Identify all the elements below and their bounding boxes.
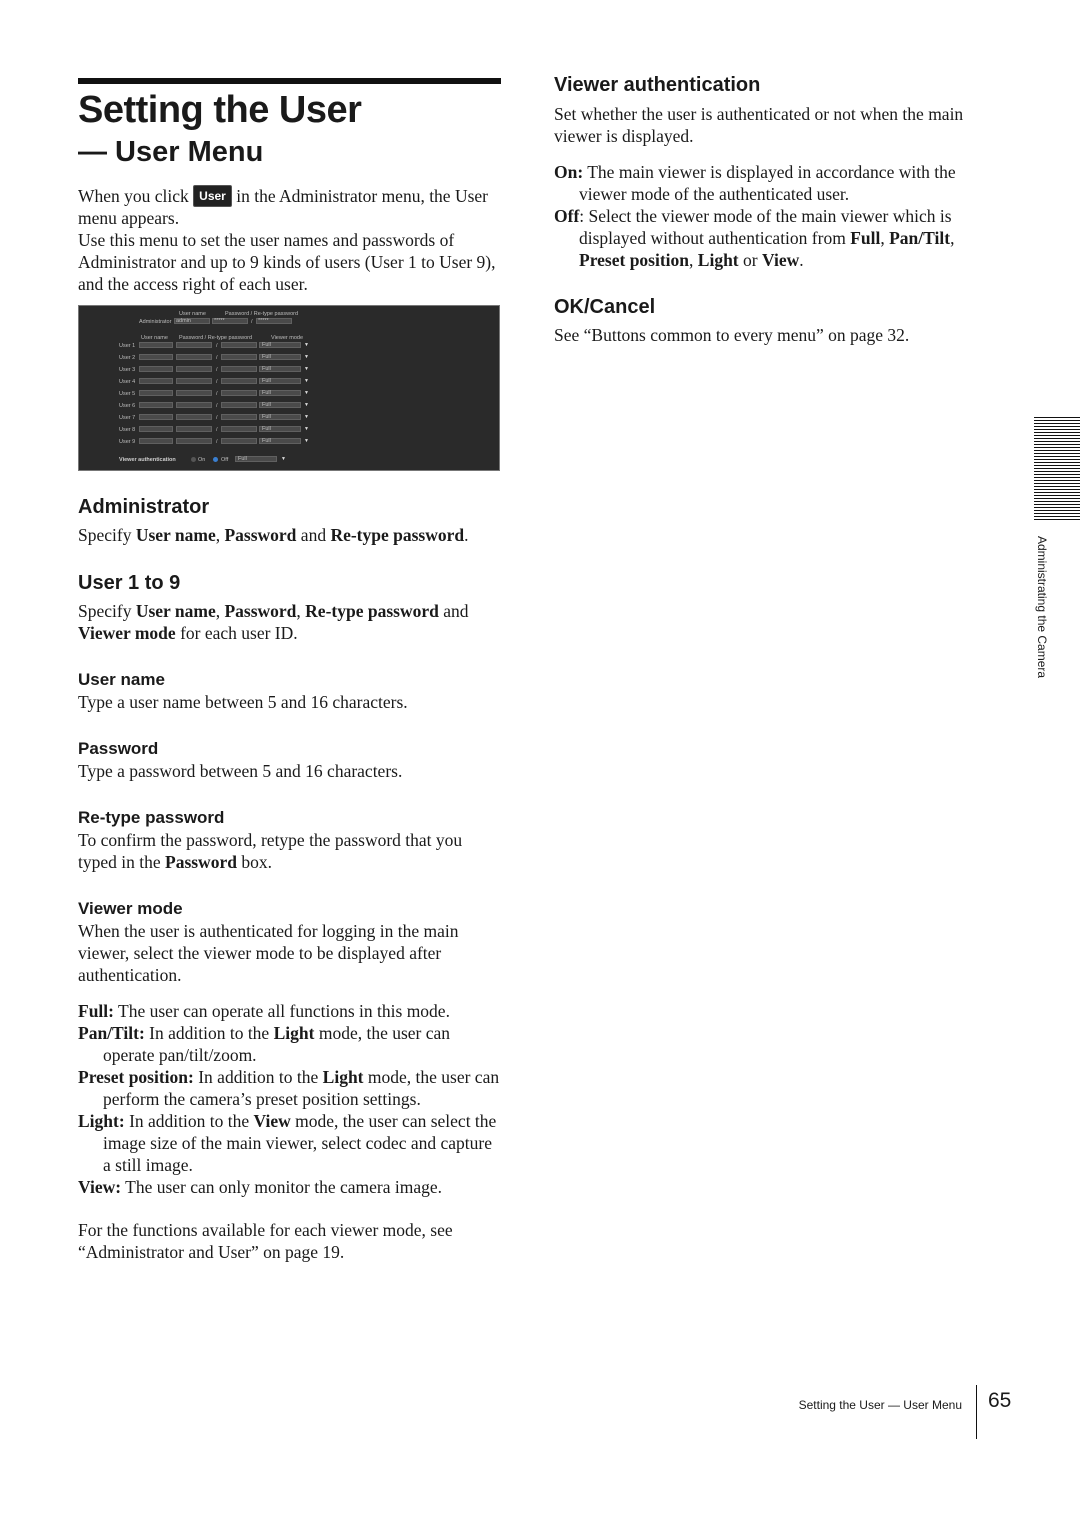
mode-view: View: The user can only monitor the camera image. [78,1177,442,1197]
shot-viewer-mode-select: Full [259,402,301,408]
shot-radio-off [213,457,218,462]
page-number: 65 [988,1389,1012,1412]
shot-slash: / [216,379,218,385]
side-tab-label: Administrating the Camera [1035,536,1049,679]
intro-paragraph-2: Use this menu to set the user names and passwords of Administrator and up to 9 kinds of users (User 1 to User 9), and the access right of each user. [78,230,496,294]
shot-password-field [176,438,212,444]
shot-retype-field [221,378,257,384]
shot-password-field [176,390,212,396]
mode-full: Full: The user can operate all functions in this mode. [78,1001,450,1021]
shot-slash: / [216,415,218,421]
users-text: Specify User name, Password, Re-type password and Viewer mode for each user ID. [78,601,469,643]
shot-user-name-field [139,354,173,360]
shot-user-label: User 6 [119,403,136,409]
shot-viewer-auth-label: Viewer authentication [119,457,176,463]
shot-slash: / [216,427,218,433]
shot-user-label: User 4 [119,379,136,385]
side-tab-lines [1034,417,1080,521]
shot-admin-label: Administrator [139,319,172,325]
user-name-text: Type a user name between 5 and 16 characters. [78,692,408,712]
shot-slash: / [216,355,218,361]
shot-admin-slash: / [251,319,253,325]
shot-user-label: User 1 [119,343,136,349]
shot-user-label: User 3 [119,367,136,373]
shot-password-field [176,414,212,420]
shot-dropdown-arrow: ▼ [304,342,309,348]
viewer-auth-text: Set whether the user is authenticated or not when the main viewer is displayed. On: The main viewer is displayed in accordance with the viewer mode of the authenticated user. Off: Select the viewer mode of the main viewer which is displayed without authentication from Full, Pan/Tilt, Preset position, Light or View. [554,103,979,271]
shot-admin-pw-field: ***** [212,318,248,324]
footer-section-title: Setting the User — User Menu [798,1398,962,1412]
shot-viewer-mode-select: Full [259,378,301,384]
retype-heading: Re-type password [78,808,225,827]
shot-retype-field [221,342,257,348]
shot-retype-field [221,414,257,420]
viewer-mode-text: When the user is authenticated for logging in the main viewer, select the viewer mode to be displayed after authentication. Full: The user can operate all functions in this mode. Pan/Tilt: In addition to the Light mode, the user can operate pan/tilt/zoom. Preset position: In addition to the Light mode, the user can perform the camera’s preset position settings. Light: In addition to the View mode, the user can select the image size of the main viewer, select codec and capture a still image. View: The user can only monitor the camera image. For the functions available for each viewer mode, see “Administrator and User” on page 19. [78,920,503,1263]
user-menu-button-image: User [193,185,232,207]
shot-password-field [176,378,212,384]
shot-slash: / [216,403,218,409]
shot-user-label: User 7 [119,415,136,421]
shot-on-label: On [198,457,206,463]
shot-user-name-field [139,426,173,432]
shot-auth-dropdown-arrow: ▼ [281,456,286,462]
footer-divider [976,1385,977,1439]
password-heading: Password [78,739,159,758]
shot-password-field [176,342,212,348]
shot-auth-mode-select: Full [235,456,277,462]
shot-slash: / [216,343,218,349]
auth-on: On: The main viewer is displayed in accordance with the viewer mode of the authenticated user. [554,162,956,204]
shot-admin-col-user: User name [179,311,206,317]
user-menu-screenshot [78,305,500,471]
viewer-auth-heading: Viewer authentication [554,74,761,96]
mode-preset: Preset position: In addition to the Light mode, the user can perform the camera’s preset position settings. [78,1067,500,1109]
administrator-heading: Administrator [78,496,210,518]
shot-password-field [176,426,212,432]
shot-retype-field [221,438,257,444]
shot-dropdown-arrow: ▼ [304,414,309,420]
shot-user-name-field [139,366,173,372]
shot-col-viewer-mode: Viewer mode [271,335,303,341]
shot-viewer-mode-select: Full [259,342,301,348]
shot-col-user-name: User name [141,335,168,341]
shot-slash: / [216,439,218,445]
shot-retype-field [221,426,257,432]
shot-dropdown-arrow: ▼ [304,402,309,408]
shot-admin-user-field: admin [174,318,210,324]
shot-dropdown-arrow: ▼ [304,390,309,396]
retype-text: To confirm the password, retype the password that you typed in the Password box. [78,830,463,872]
shot-slash: / [216,391,218,397]
shot-user-label: User 9 [119,439,136,445]
ok-cancel-text: See “Buttons common to every menu” on page 32. [554,325,910,345]
shot-viewer-mode-select: Full [259,438,301,444]
viewer-mode-footnote: For the functions available for each viewer mode, see “Administrator and User” on page 19. [78,1220,453,1262]
shot-user-name-field [139,378,173,384]
shot-user-name-field [139,414,173,420]
shot-admin-col-password: Password / Re-type password [225,311,299,317]
mode-pan-tilt: Pan/Tilt: In addition to the Light mode, the user can operate pan/tilt/zoom. [78,1023,451,1065]
shot-user-name-field [139,402,173,408]
shot-password-field [176,366,212,372]
shot-password-field [176,402,212,408]
shot-viewer-mode-select: Full [259,354,301,360]
shot-user-name-field [139,438,173,444]
administrator-text: Specify User name, Password and Re-type password. [78,525,469,545]
shot-user-label: User 5 [119,391,136,397]
shot-dropdown-arrow: ▼ [304,378,309,384]
shot-user-name-field [139,390,173,396]
page-subtitle: — User Menu [78,136,264,168]
shot-viewer-mode-select: Full [259,426,301,432]
shot-dropdown-arrow: ▼ [304,366,309,372]
mode-light: Light: In addition to the View mode, the user can select the image size of the main viewer, select codec and capture a still image. [78,1111,497,1175]
shot-dropdown-arrow: ▼ [304,354,309,360]
users-heading: User 1 to 9 [78,572,181,594]
intro-paragraph-1: When you click User in the Administrator menu, the User menu appears. [78,186,488,228]
shot-user-label: User 2 [119,355,136,361]
user-name-heading: User name [78,670,165,689]
shot-admin-retype-field: ***** [256,318,292,324]
shot-off-label: Off [221,457,229,463]
shot-dropdown-arrow: ▼ [304,438,309,444]
shot-dropdown-arrow: ▼ [304,426,309,432]
shot-retype-field [221,354,257,360]
page-title: Setting the User [78,89,362,131]
shot-retype-field [221,402,257,408]
intro-text [78,185,503,295]
shot-slash: / [216,367,218,373]
shot-retype-field [221,390,257,396]
shot-user-name-field [139,342,173,348]
shot-radio-on [191,457,196,462]
shot-password-field [176,354,212,360]
password-text: Type a password between 5 and 16 characters. [78,761,403,781]
viewer-mode-heading: Viewer mode [78,899,183,918]
shot-viewer-mode-select: Full [259,414,301,420]
ok-cancel-heading: OK/Cancel [554,296,656,318]
shot-user-label: User 8 [119,427,136,433]
shot-retype-field [221,366,257,372]
shot-col-password: Password / Re-type password [179,335,253,341]
shot-viewer-mode-select: Full [259,366,301,372]
shot-viewer-mode-select: Full [259,390,301,396]
title-rule [78,78,501,84]
auth-off: Off: Select the viewer mode of the main viewer which is displayed without authentication from Full, Pan/Tilt, Preset position, Light or View. [554,206,955,270]
